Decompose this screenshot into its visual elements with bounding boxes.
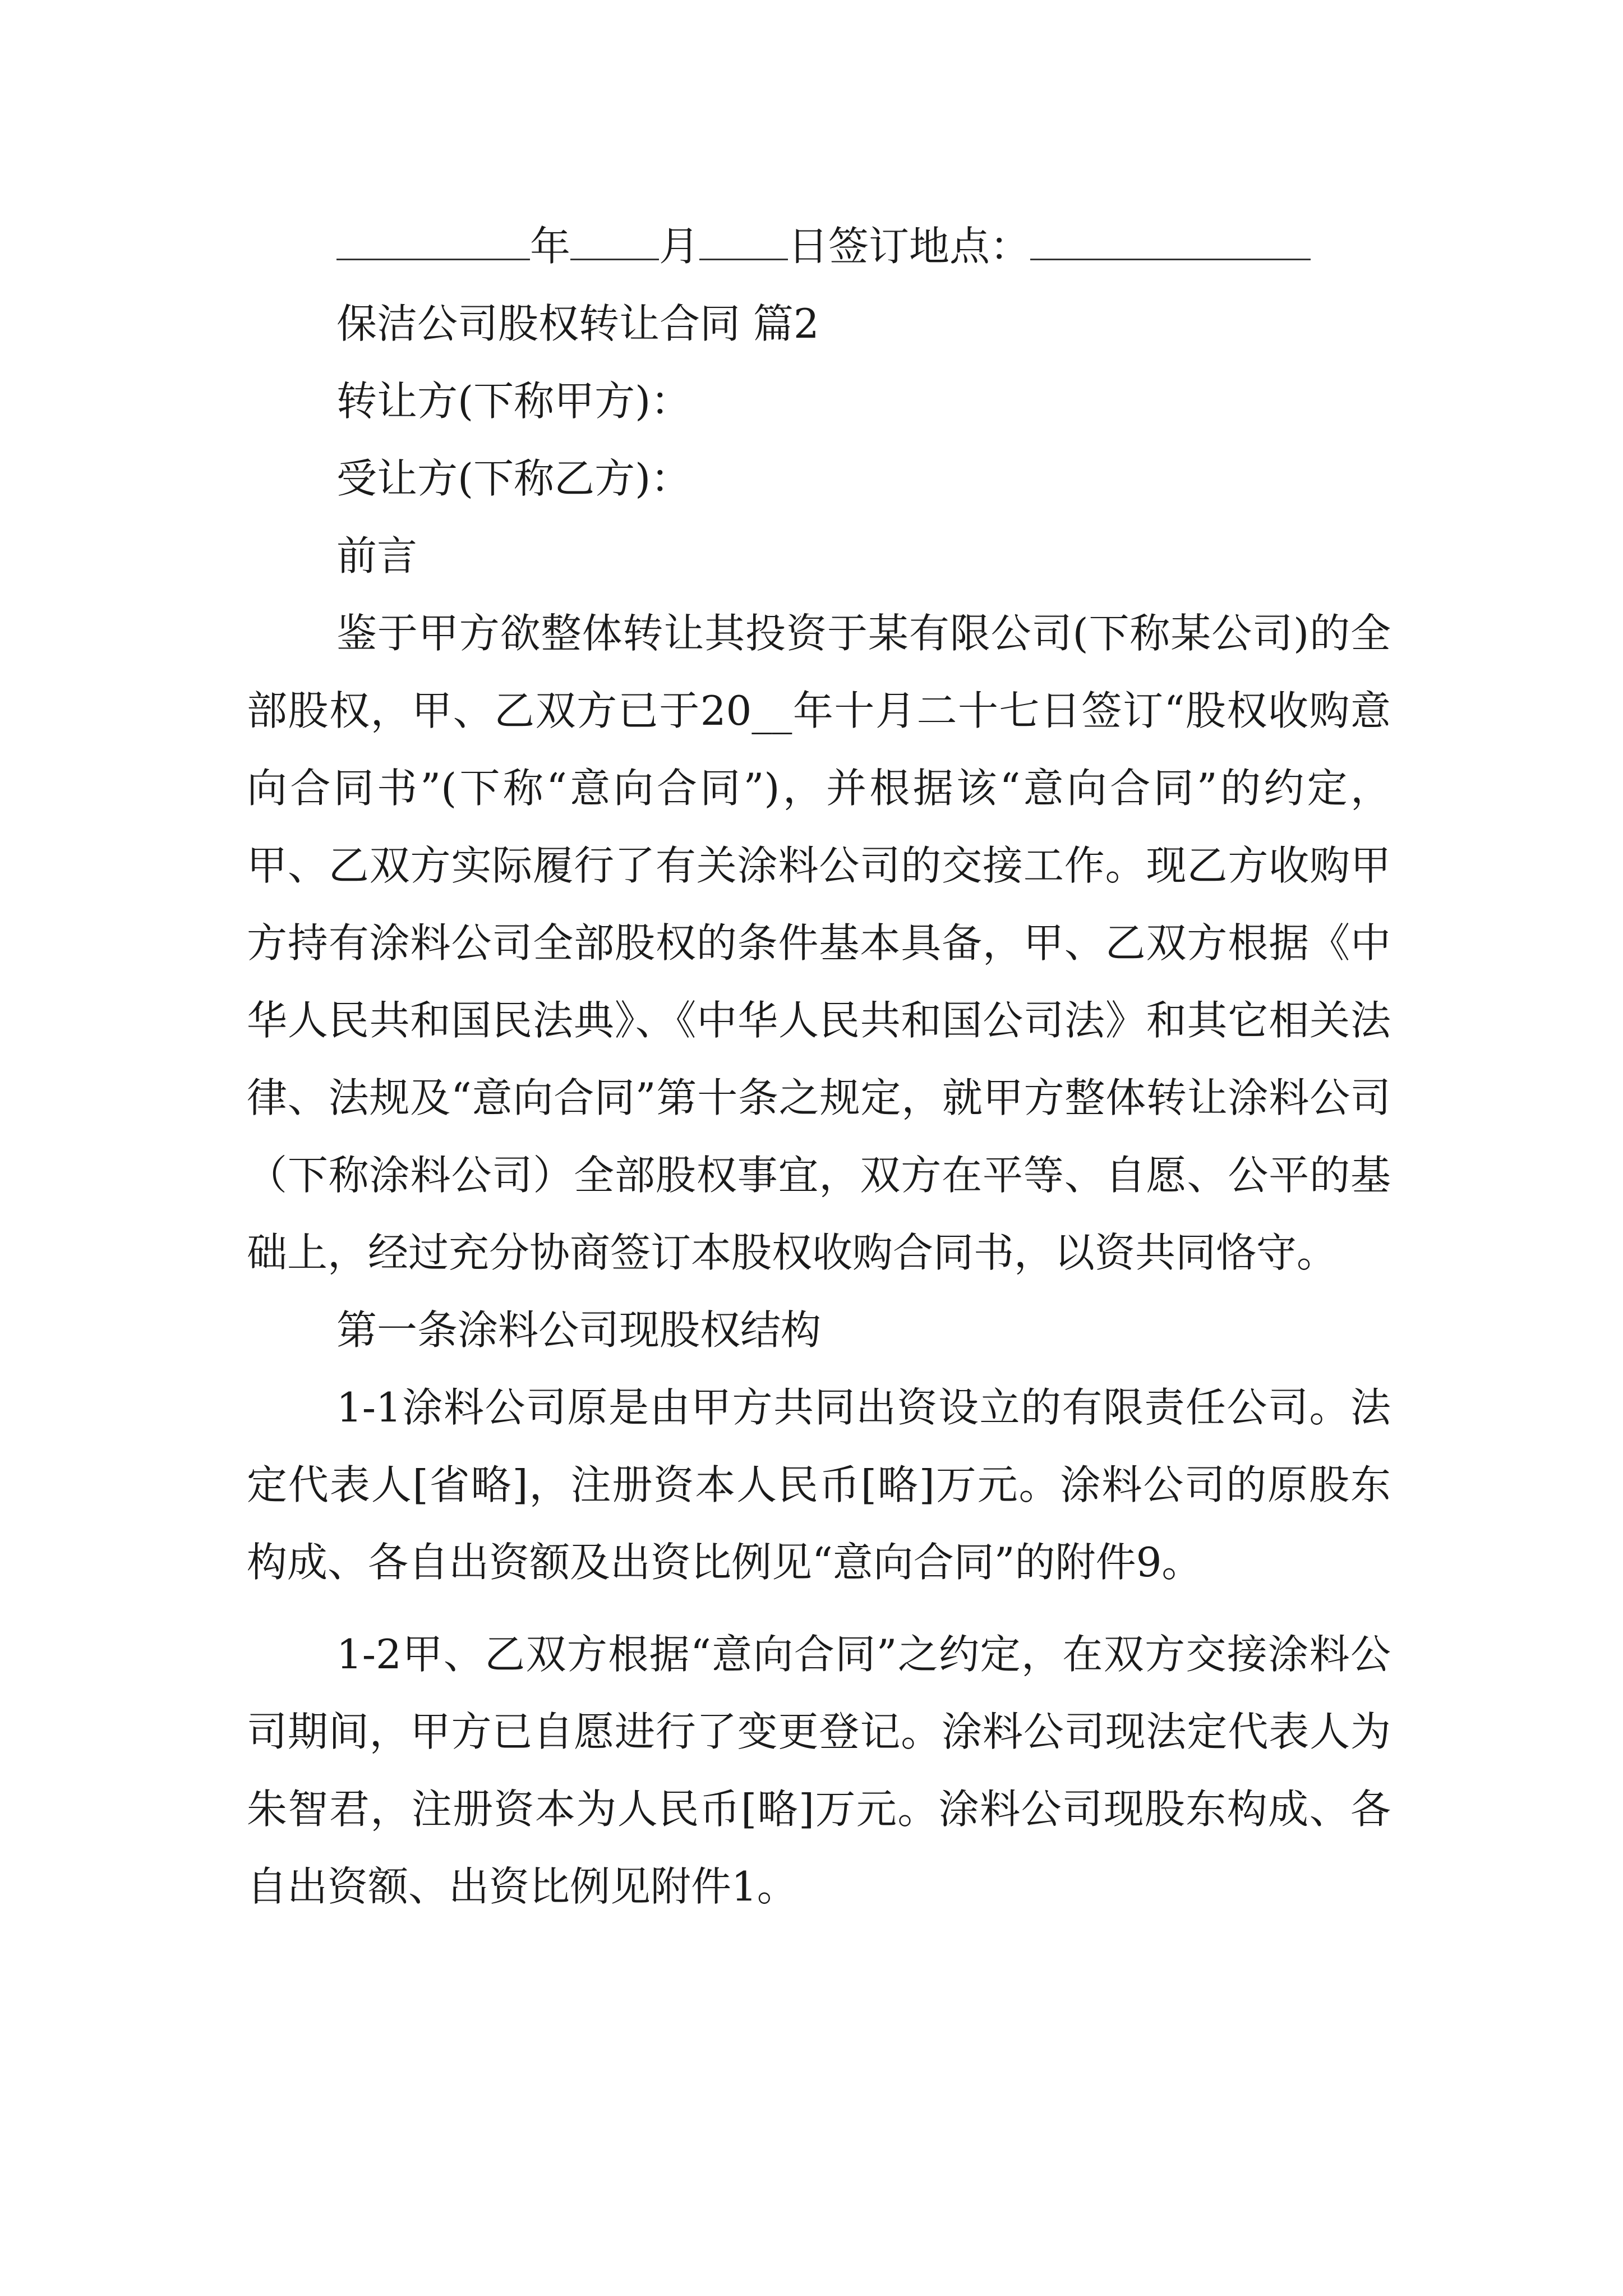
clause-1-1: 1-1涂料公司原是由甲方共同出资设立的有限责任公司。法定代表人[省略]，注册资本人民币[略]万元。涂料公司的原股东构成、各自出资额及出资比例见“意向合同”的附件9。 bbox=[247, 1384, 1391, 1586]
preface-paragraph: 鉴于甲方欲整体转让其投资于某有限公司(下称某公司)的全部股权，甲、乙双方已于20__年十月二十七日签订“股权收购意向合同书”(下称“意向合同”)，并根据该“意向合同”的约定，甲、乙双方实际履行了有关涂料公司的交接工作。现乙方收购甲方持有涂料公司全部股权的条件基本具备，甲、乙双方根据《中华人民共和国民法典》、《中华人民共和国公司法》和其它相关法律、法规及“意向合同”第十条之规定，就甲方整体转让涂料公司（下称涂料公司）全部股权事宜，双方在平等、自愿、公平的基础上，经过充分协商签订本股权收购合同书，以资共同恪守。 bbox=[247, 610, 1391, 1276]
contract-title: 保洁公司股权转让合同 篇2 bbox=[336, 300, 819, 347]
article-1-heading: 第一条涂料公司现股权结构 bbox=[336, 1306, 822, 1354]
day-place-label: 日签订地点： bbox=[788, 223, 1031, 270]
clause-1-2: 1-2甲、乙双方根据“意向合同”之约定，在双方交接涂料公司期间，甲方已自愿进行了变更登记。涂料公司现法定代表人为朱智君，注册资本为人民币[略]万元。涂料公司现股东构成、各自出资额、出资比例见附件1。 bbox=[247, 1631, 1391, 1910]
day-blank bbox=[699, 219, 788, 260]
year-label: 年 bbox=[530, 223, 571, 270]
month-label: 月 bbox=[659, 223, 700, 270]
signing-date-place-line bbox=[247, 208, 1391, 285]
month-blank bbox=[570, 219, 659, 260]
place-blank bbox=[1030, 219, 1311, 260]
transferor-line: 转让方(下称甲方)： bbox=[336, 378, 691, 425]
year-blank bbox=[336, 219, 530, 260]
document-body bbox=[247, 208, 1391, 1925]
preface-heading: 前言 bbox=[336, 532, 418, 579]
paragraph-gap bbox=[247, 1601, 1391, 1616]
transferee-line: 受让方(下称乙方)： bbox=[336, 455, 691, 502]
